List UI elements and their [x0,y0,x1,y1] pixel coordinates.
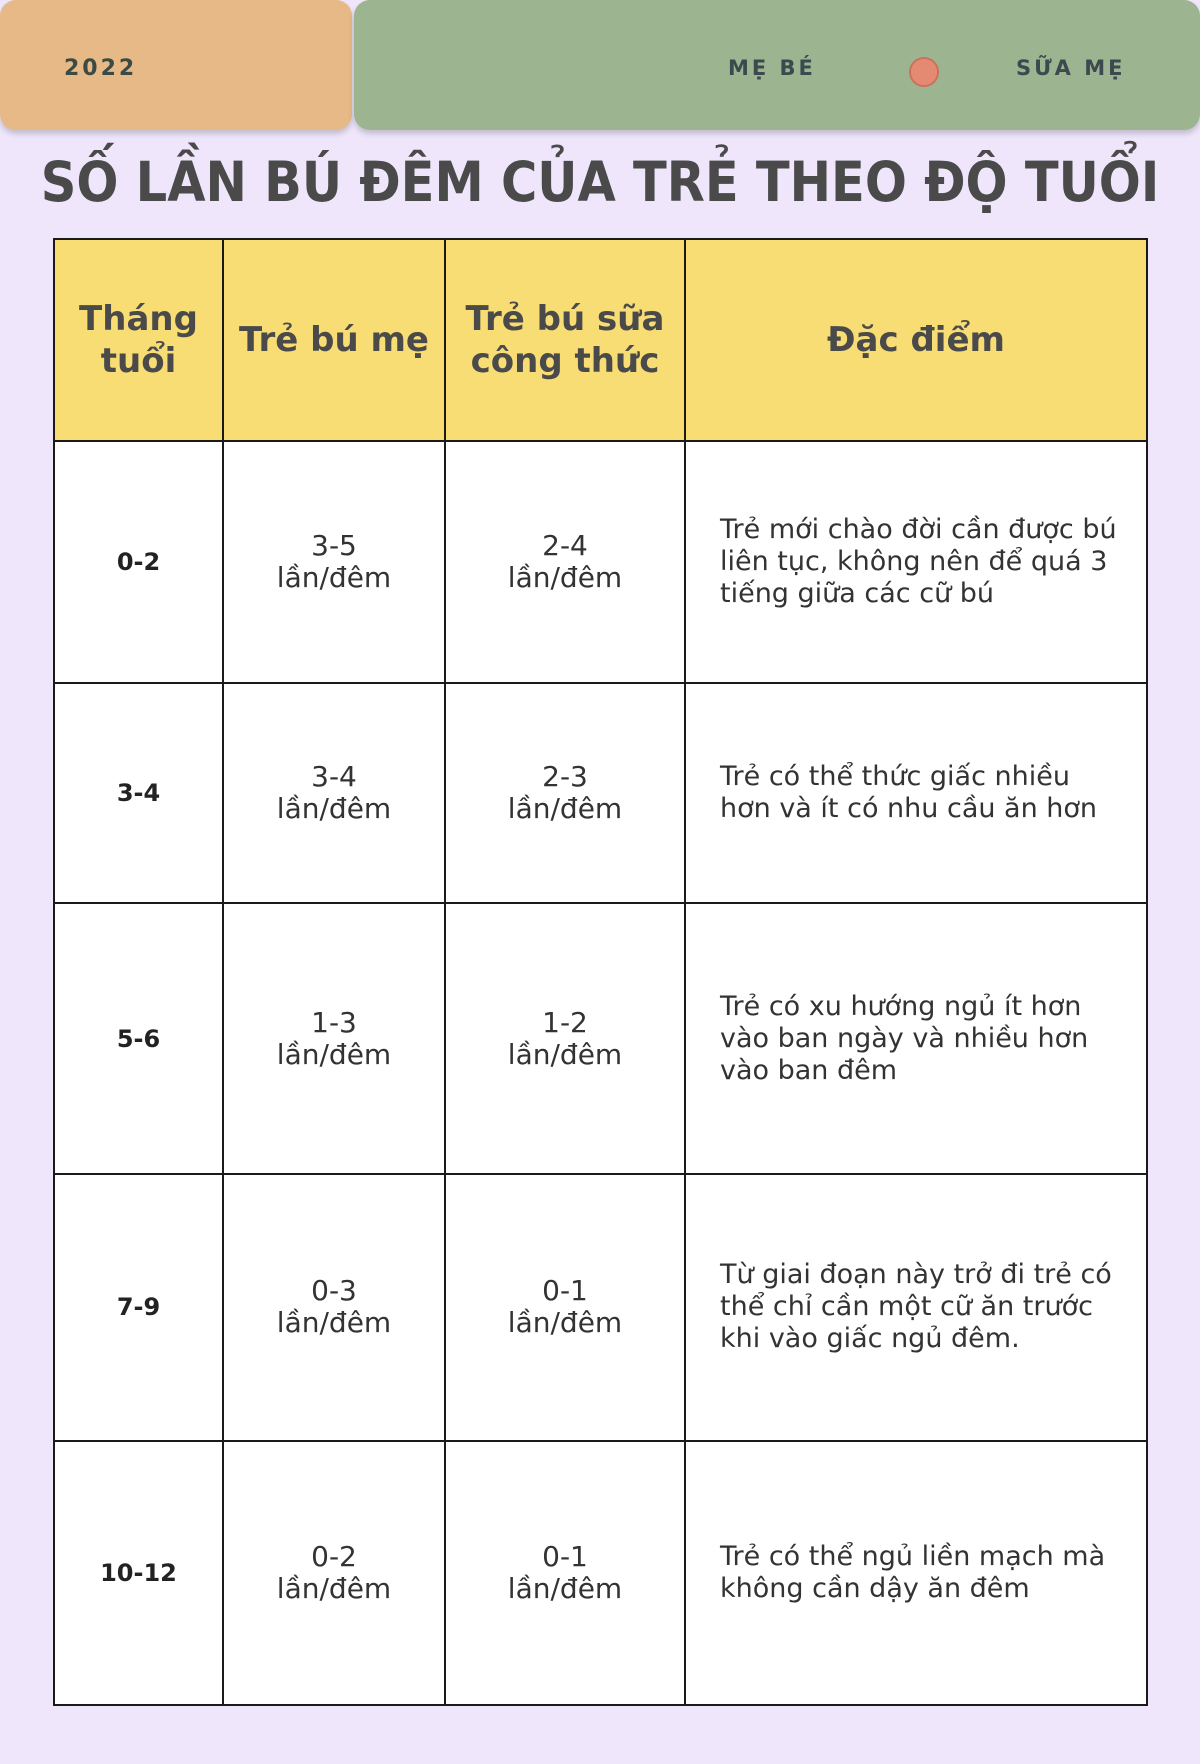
age-cell: 0-2 [54,441,223,683]
breastfed-value: 0-3 [311,1274,357,1308]
formula-value: 0-1 [542,1539,588,1573]
table-row [54,683,1147,903]
table-row [54,441,1147,683]
formula-cell [445,1441,685,1705]
formula-value: 1-2 [542,1005,588,1039]
table-row [54,1441,1147,1705]
breastfed-value: 3-4 [311,760,357,794]
table-row [54,903,1147,1173]
age-cell: 10-12 [54,1441,223,1705]
breastfed-value: 0-2 [311,1539,357,1573]
unit-label: lần/đêm [276,1306,392,1340]
night-feeding-table [53,238,1148,1706]
nav-link-me-be[interactable]: MẸ BÉ [728,56,816,80]
note-cell: Trẻ có thể ngủ liền mạch mà không cần dậy ăn đêm [685,1441,1147,1705]
header-breastfed: Trẻ bú mẹ [223,239,445,441]
page-title: SỐ LẦN BÚ ĐÊM CỦA TRẺ THEO ĐỘ TUỔI [40,150,1160,214]
breastfed-value: 3-5 [311,529,357,563]
note-cell: Trẻ có thể thức giấc nhiều hơn và ít có nhu cầu ăn hơn [685,683,1147,903]
formula-cell [445,1174,685,1441]
age-cell: 3-4 [54,683,223,903]
unit-label: lần/đêm [507,1037,623,1071]
note-cell: Từ giai đoạn này trở đi trẻ có thể chỉ cần một cữ ăn trước khi vào giấc ngủ đêm. [685,1174,1147,1441]
unit-label: lần/đêm [507,792,623,826]
age-cell: 5-6 [54,903,223,1173]
unit-label: lần/đêm [276,561,392,595]
table-header-row [54,239,1147,441]
formula-cell [445,441,685,683]
breastfed-cell [223,441,445,683]
unit-label: lần/đêm [276,1037,392,1071]
top-nav-bar [354,0,1200,130]
breastfed-value: 1-3 [311,1005,357,1039]
year-label: 2022 [64,56,138,81]
formula-value: 2-4 [542,529,588,563]
formula-cell [445,683,685,903]
breastfed-cell [223,1441,445,1705]
table-row [54,1174,1147,1441]
formula-value: 2-3 [542,760,588,794]
breastfed-cell [223,903,445,1173]
unit-label: lần/đêm [507,1571,623,1605]
unit-label: lần/đêm [276,1571,392,1605]
header-age: Tháng tuổi [54,239,223,441]
note-cell: Trẻ có xu hướng ngủ ít hơn vào ban ngày và nhiều hơn vào ban đêm [685,903,1147,1173]
breastfed-cell [223,1174,445,1441]
year-tab [0,0,352,130]
nav-link-sua-me[interactable]: SỮA MẸ [1016,56,1126,80]
nav-dot-icon [909,57,939,87]
unit-label: lần/đêm [507,561,623,595]
header-formula: Trẻ bú sữa công thức [445,239,685,441]
note-cell: Trẻ mới chào đời cần được bú liên tục, không nên để quá 3 tiếng giữa các cữ bú [685,441,1147,683]
unit-label: lần/đêm [507,1306,623,1340]
header-notes: Đặc điểm [685,239,1147,441]
breastfed-cell [223,683,445,903]
unit-label: lần/đêm [276,792,392,826]
formula-cell [445,903,685,1173]
formula-value: 0-1 [542,1274,588,1308]
age-cell: 7-9 [54,1174,223,1441]
